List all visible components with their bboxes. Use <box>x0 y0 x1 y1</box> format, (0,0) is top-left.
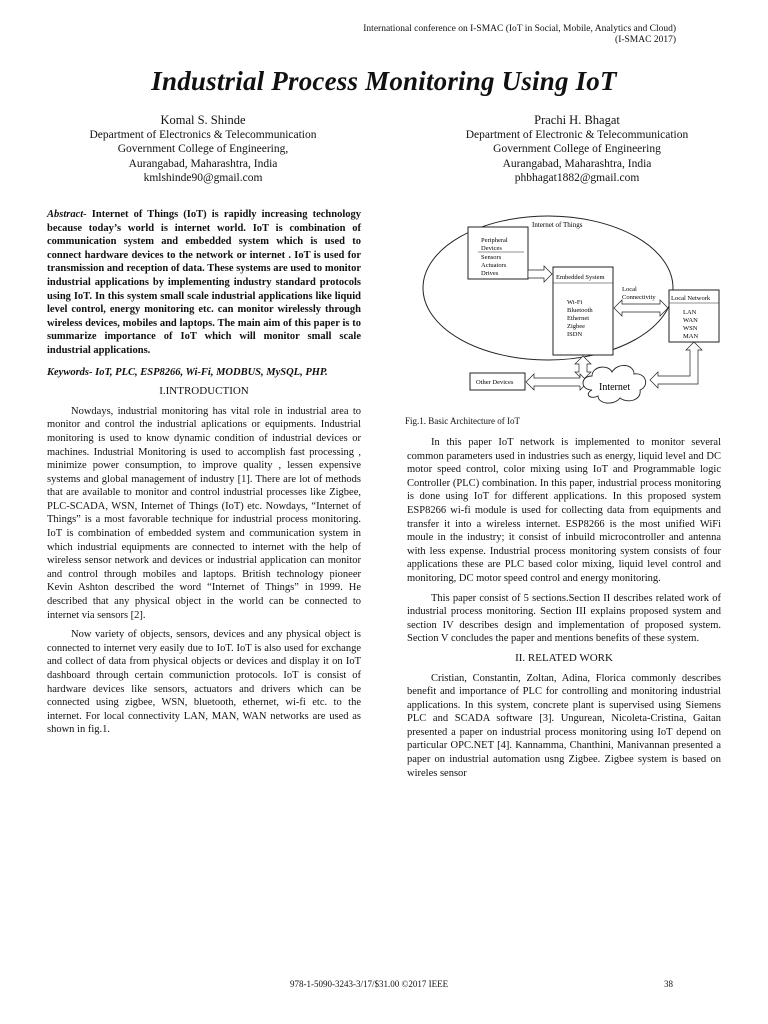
section-heading-introduction: I.INTRODUCTION <box>159 385 249 398</box>
right-column <box>407 436 721 786</box>
peripheral-line: Devices <box>481 245 502 252</box>
paper-title: Industrial Process Monitoring Using IoT <box>151 66 617 96</box>
author-dept: Department of Electronics & Telecommunication <box>89 128 317 141</box>
embedded-item: Ethernet <box>567 315 590 322</box>
author-dept: Department of Electronic & Telecommunication <box>465 128 689 141</box>
conference-name: International conference on I-SMAC (IoT in Social, Mobile, Analytics and Cloud) <box>363 24 676 34</box>
iot-label: Internet of Things <box>532 221 583 229</box>
network-item: MAN <box>683 333 699 340</box>
arrow-internet-network <box>650 342 702 388</box>
author-city: Aurangabad, Maharashtra, India <box>128 157 278 170</box>
conference-short: (I-SMAC 2017) <box>615 35 676 45</box>
author-city: Aurangabad, Maharashtra, India <box>502 157 652 170</box>
other-devices-label: Other Devices <box>476 379 514 386</box>
intro-paragraph-2: Now variety of objects, sensors, devices and any physical object is connected to internet very easily due to IoT. IoT is also used for exchange and collect of data from physical objects or devices and display it on IoT dashboard through certain communiction protocols. IoT is consist of hardware devices like sensors, actuators and drivers which can be connected using zigbee, WSN, bluetooth, ethernet, wi-fi etc. to the internet. For local connectivity LAN, MAN, WAN networks are used as shown in fig.1. <box>47 629 361 736</box>
section-heading-related-work: II. RELATED WORK <box>515 651 613 664</box>
network-item: WSN <box>683 325 698 332</box>
network-item: WAN <box>683 317 698 324</box>
author-email: phbhagat1882@gmail.com <box>514 172 640 184</box>
arrow-other-internet <box>526 374 588 390</box>
peripheral-line: Actuators <box>481 262 507 269</box>
arrow-peripheral-embedded <box>528 266 552 282</box>
internet-label: Internet <box>599 382 631 393</box>
author-college: Government College of Engineering <box>493 143 661 155</box>
author-name: Prachi H. Bhagat <box>534 113 620 127</box>
abstract-text: Internet of Things (IoT) is rapidly increasing technology because today’s world is internet world. IoT is combination of communication system and embedded system which is used to connect hardware devices to the network or internet . IoT is used for transmission and reception of data. These systems are used to monitor industrial applications by implementing industry standard protocols using IoT. In this system small scale industrial applications like liquid level control, energy monitoring etc. can monitor wirelessly through wireless devices, mobiles and laptops. The main aim of this paper is to summarize importance of IoT which will monitor small scale industrial applications. <box>47 209 361 356</box>
author-block-1 <box>53 113 353 186</box>
abstract-label: Abstract- <box>47 209 87 220</box>
author-block-2 <box>427 113 727 186</box>
left-column <box>47 208 361 743</box>
network-item: LAN <box>683 309 697 316</box>
embedded-item: ISDN <box>567 331 583 338</box>
arrow-embedded-network <box>614 300 668 316</box>
peripheral-line: Peripheral <box>481 237 508 244</box>
figure-caption: Fig.1. Basic Architecture of IoT <box>405 416 520 426</box>
author-name: Komal S. Shinde <box>160 113 246 127</box>
keywords: Keywords- IoT, PLC, ESP8266, Wi-Fi, MODBUS, MySQL, PHP. <box>47 366 328 378</box>
embedded-item: Wi-Fi <box>567 299 583 306</box>
related-work-paragraph: Cristian, Constantin, Zoltan, Adina, Florica commonly describes benefit and importance of PLC for controlling and monitoring industrial applications. In this system, concrete plant is supervised using Siemens PLC and SCADA software [3]. Ungurean, Nicoleta-Cristina, Gaitan presented a paper on industrial process monitoring using IoT depend on particular OPC.NET [4]. Kannamma, Chanthini, Manivannan presented a paper on industrial automation usng Zigbee. Zigbee system is based on wireles sensor <box>407 672 721 779</box>
author-email: kmlshinde90@gmail.com <box>143 172 263 184</box>
iot-architecture-diagram <box>420 210 730 410</box>
page-number: 38 <box>664 979 673 989</box>
peripheral-line: Drives <box>481 270 499 277</box>
embedded-item: Zigbee <box>567 323 586 330</box>
abstract <box>47 208 361 358</box>
local-connectivity-label: Connectivity <box>622 294 656 301</box>
peripheral-line: Sensors <box>481 254 502 261</box>
intro-paragraph-1: Nowdays, industrial monitoring has vital role in industrial area to monitor and control the industrial aplications or equipments. Industrial monitoring is used to know dynamic condition of industrial devices or machines. Industrial Monitoring is used to accomplish fast processing , minimize power consumption, to improve quality , lessen expensive systems and global management of industry [1]. There are lot of methods that are available to monitor and control industrial processes like Zigbee, PLC-SCADA, WSN, Internet of Things (IoT) etc. Nowdays, “Internet of Things” is a most favorable technique for industrial process monitoring. IoT is combination of embedded system and communication system in which industrial equipments are connected to internet with the help of wireless sensor network and devices or industrial application can monitor and control through mobiles and laptops. British technology pioneer Kevin Ashton described the word “Internet of Things” in 1999. He described that any physical object in the world can be connected to internet via sensors [2]. <box>47 405 361 621</box>
right-paragraph-2: This paper consist of 5 sections.Section II describes related work of industrial process monitoring. Section III explains proposed system and section IV describes design and implementation of proposed system. Section V concludes the paper and mentions benefits of these system. <box>407 592 721 645</box>
footer-isbn: 978-1-5090-3243-3/17/$31.00 ©2017 IEEE <box>290 979 449 989</box>
network-title: Local Network <box>671 295 711 302</box>
embedded-item: Bluetooth <box>567 307 593 314</box>
right-paragraph-1: In this paper IoT network is implemented to monitor several common parameters used in industries such as energy, liquid level and DC motor speed control, color mixing using IoT and Programmable logic Controller (PLC) combination. In this paper, industrial process monitoring is done using IoT for different applications. In this proposed system ESP8266 wi-fi module is used for collecting data from equipments and transfer it into a wireless internet. ESP8266 is the most unified WiFi moule in the industry; it consist of inbuild microcontroller and antenna with less expense. Industrial process monitoring system consists of four applications these are PLC based color mixing, liquid level control and monitoring, DC motor speed control and energy monitoring. <box>407 437 721 584</box>
embedded-title: Embedded System <box>556 274 605 281</box>
local-connectivity-label: Local <box>622 286 637 293</box>
author-college: Government College of Engineering, <box>117 143 289 155</box>
